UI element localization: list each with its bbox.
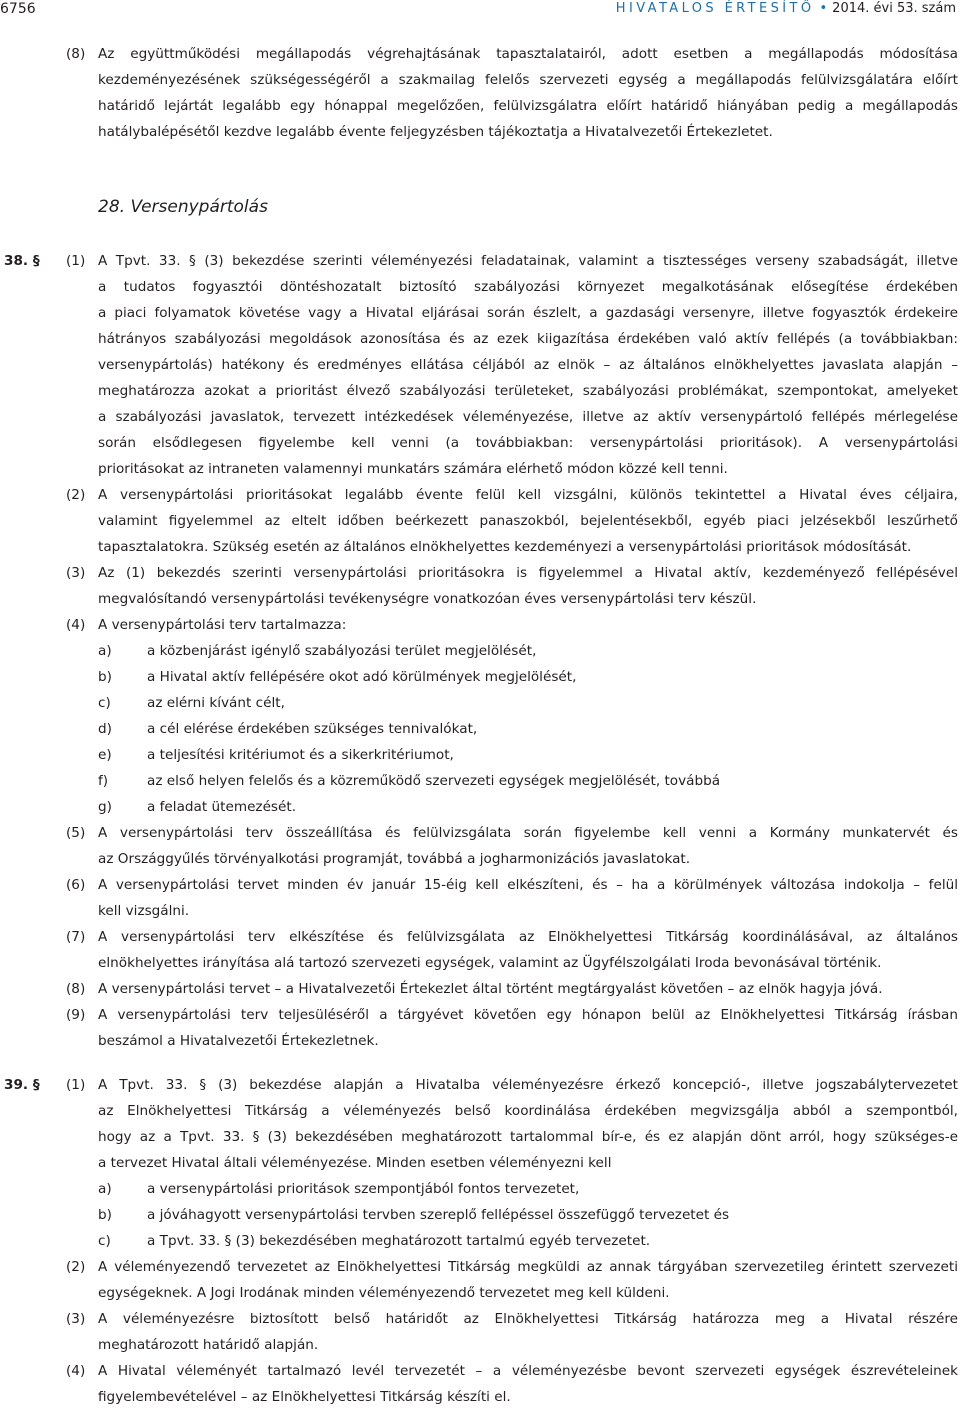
list-item-text: a Tpvt. 33. § (3) bekezdésében meghatározott tartalmú egyéb tervezetet. (147, 1233, 651, 1249)
list-item-letter: c) (98, 695, 111, 711)
list-item-text: a közbenjárást igénylő szabályozási terület megjelölését, (147, 643, 537, 659)
journal-title: HIVATALOS ÉRTESÍTŐ (615, 1, 815, 16)
list-item-letter: a) (98, 1181, 112, 1197)
list-item-letter: a) (98, 643, 112, 659)
paragraph-number: (3) (66, 565, 86, 581)
paragraph-line: valamint figyelemmel az eltelt időben beérkezett panaszokból, bejelentésekből, egyéb piaci jelzésekből leszűrhető (98, 513, 958, 529)
paragraph-line: A versenypártolási terv összeállítása és felülvizsgálata során figyelembe kell venni a Kormány munkatervét és (98, 825, 958, 841)
paragraph-line: A versenypártolási tervet minden év január 15-éig kell elkészíteni, és – ha a körülmények változása indokolja – felül (98, 877, 958, 893)
paragraph-number: (4) (66, 1363, 86, 1379)
list-item-text: az első helyen felelős és a közreműködő szervezeti egységek megjelölését, továbbá (147, 773, 721, 789)
paragraph-number: (1) (66, 1077, 86, 1093)
list-item-text: a jóváhagyott versenypártolási tervben szereplő fellépéssel összefüggő tervezetet és (147, 1207, 730, 1223)
paragraph-line: elnökhelyettes irányítása alá tartozó szervezeti egységek, valamint az Ügyfélszolgálati Iroda bevonásával történik. (98, 955, 882, 971)
paragraph-line: beszámol a Hivatalvezetői Értekezletnek. (98, 1033, 379, 1049)
paragraph-line: Az együttműködési megállapodás végrehajtásának tapasztalatairól, adott esetben a megállapodás módosítása (98, 46, 958, 62)
paragraph-number: (8) (66, 981, 86, 997)
paragraph-line: kezdeményezésének szükségességéről a szakmailag felelős szervezeti egység a megállapodás felülvizsgálatára előírt (98, 72, 958, 88)
paragraph-line: a tudatos fogyasztói döntéshozatalt biztosító szabályozási környezet megalkotásának elősegítése érdekében (98, 279, 958, 295)
list-item-text: a Hivatal aktív fellépésére okot adó körülmények megjelölését, (147, 669, 577, 685)
paragraph-number: (3) (66, 1311, 86, 1327)
paragraph-line: meghatározott határidő alapján. (98, 1337, 319, 1353)
page-header (0, 0, 960, 22)
paragraph-line: a piaci folyamatok követése vagy a Hivatal eljárásai során észlelt, a gazdasági versenyre, illetve fogyasztók érdekeire (98, 305, 958, 321)
paragraph-line: során elsődlegesen figyelembe kell venni (a továbbiakban: versenypártolási prioritások). A versenypártolási (98, 435, 958, 451)
list-item-text: a versenypártolási prioritások szempontjából fontos tervezetet, (147, 1181, 580, 1197)
paragraph-line: tapasztalatokra. Szükség esetén az általános elnökhelyettes kezdeményezi a versenypártolási prioritások módosítását. (98, 539, 912, 555)
paragraph-line: a szabályozási javaslatok, tervezett intézkedések véleményezése, illetve az aktív versenypártoló fellépés mérlegelése (98, 409, 958, 425)
paragraph-line: hátrányos szabályozási megoldások azonosítása és az ezek kiigazítása érdekében való aktív fellépés (a továbbiakban: (98, 331, 958, 347)
paragraph-number: (4) (66, 617, 86, 633)
paragraph-number: (7) (66, 929, 86, 945)
list-item-letter: c) (98, 1233, 111, 1249)
paragraph-line: az Elnökhelyettesi Titkárság a véleményezés belső koordinálása érdekében megvizsgálja abból a szempontból, (98, 1103, 958, 1119)
paragraph-line: A véleményezésre biztosított belső határidőt az Elnökhelyettesi Titkárság határozza meg a Hivatal részére (98, 1311, 958, 1327)
paragraph-line: az Országgyűlés törvényalkotási programját, továbbá a jogharmonizációs javaslatokat. (98, 851, 691, 867)
list-item-letter: d) (98, 721, 112, 737)
list-item-letter: b) (98, 1207, 112, 1223)
paragraph-line: határidő lejártát legalább egy hónappal megelőzően, felülvizsgálatra előírt határidő hiányában pedig a megállapodás (98, 98, 958, 114)
list-item-text: a teljesítési kritériumot és a sikerkritériumot, (147, 747, 454, 763)
list-item-text: a feladat ütemezését. (147, 799, 297, 815)
paragraph-line: A véleményezendő tervezetet az Elnökhelyettesi Titkárság megküldi az annak tárgyában szervezetileg érintett szervezeti (98, 1259, 958, 1275)
paragraph-line: hatálybalépésétől kezdve legalább évente feljegyzésben tájékoztatja a Hivatalvezetői Értekezletet. (98, 124, 773, 140)
separator-bullet: • (819, 1, 828, 16)
paragraph-number: (8) (66, 46, 86, 62)
article-number: 38. § (4, 253, 40, 269)
list-item-letter: e) (98, 747, 112, 763)
list-item-letter: f) (98, 773, 109, 789)
paragraph-line: hogy az a Tpvt. 33. § (3) bekezdésében meghatározott tartalommal bír-e, és ez alapján dönt arról, hogy szükséges-e (98, 1129, 958, 1145)
list-item-text: a cél elérése érdekében szükséges tennivalókat, (147, 721, 478, 737)
paragraph-line: prioritásokat az intraneten valamennyi munkatárs számára elérhető módon közzé kell tenni. (98, 461, 728, 477)
paragraph-line: A versenypártolási prioritásokat legalább évente felül kell vizsgálni, különös tekintettel a Hivatal éves céljaira, (98, 487, 958, 503)
paragraph-line: a tervezet Hivatal általi véleményezése. Minden esetben véleményezni kell (98, 1155, 612, 1171)
page-number: 6756 (0, 1, 36, 17)
paragraph-line: A versenypártolási terv elkészítése és felülvizsgálata az Elnökhelyettesi Titkárság koordinálásával, az általános (98, 929, 958, 945)
article-number: 39. § (4, 1077, 40, 1093)
paragraph-line: kell vizsgálni. (98, 903, 190, 919)
paragraph-line: A versenypártolási terv teljesüléséről a tárgyévet követően egy hónapon belül az Elnökhelyettesi Titkárság írásban (98, 1007, 958, 1023)
paragraph-line: meghatározza azokat a prioritást élvező szabályozási területeket, szabályozási problémákat, szempontokat, amelyeket (98, 383, 958, 399)
section-title: 28. Versenypártolás (98, 197, 268, 217)
list-item-letter: b) (98, 669, 112, 685)
paragraph-number: (6) (66, 877, 86, 893)
paragraph-number: (9) (66, 1007, 86, 1023)
paragraph-number: (2) (66, 487, 86, 503)
paragraph-line: megvalósítandó versenypártolási tevékenységre vonatkozóan éves versenypártolási terv készül. (98, 591, 757, 607)
paragraph-line: A Hivatal véleményét tartalmazó levél tervezetét – a véleményezésbe bevont szervezeti egységek észrevételeinek (98, 1363, 958, 1379)
paragraph-number: (1) (66, 253, 86, 269)
paragraph-line: A versenypártolási tervet – a Hivatalvezetői Értekezlet által történt megtárgyalást követően – az elnök hagyja jóvá. (98, 981, 883, 997)
list-item-letter: g) (98, 799, 112, 815)
paragraph-line: egységeknek. A Jogi Irodának minden véleményezendő tervezetet meg kell küldeni. (98, 1285, 670, 1301)
paragraph-line: versenypártolás) hatékony és eredményes ellátása céljából az elnök – az általános elnökhelyettes javaslata alapján – (98, 357, 958, 373)
paragraph-line: A versenypártolási terv tartalmazza: (98, 617, 347, 633)
paragraph-number: (2) (66, 1259, 86, 1275)
paragraph-number: (5) (66, 825, 86, 841)
list-item-text: az elérni kívánt célt, (147, 695, 285, 711)
issue-number: 2014. évi 53. szám (832, 1, 956, 16)
running-head (616, 1, 956, 16)
paragraph-line: A Tpvt. 33. § (3) bekezdése szerinti véleményezési feladatainak, valamint a tisztességes verseny szabadságát, illetve (98, 253, 958, 269)
paragraph-line: Az (1) bekezdés szerinti versenypártolási prioritásokra is figyelemmel a Hivatal aktív, kezdeményező fellépésével (98, 565, 958, 581)
paragraph-line: A Tpvt. 33. § (3) bekezdése alapján a Hivatalba véleményezésre érkező koncepció-, illetve jogszabálytervezetet (98, 1077, 958, 1093)
paragraph-line: figyelembevételével – az Elnökhelyettesi Titkárság készíti el. (98, 1389, 511, 1405)
